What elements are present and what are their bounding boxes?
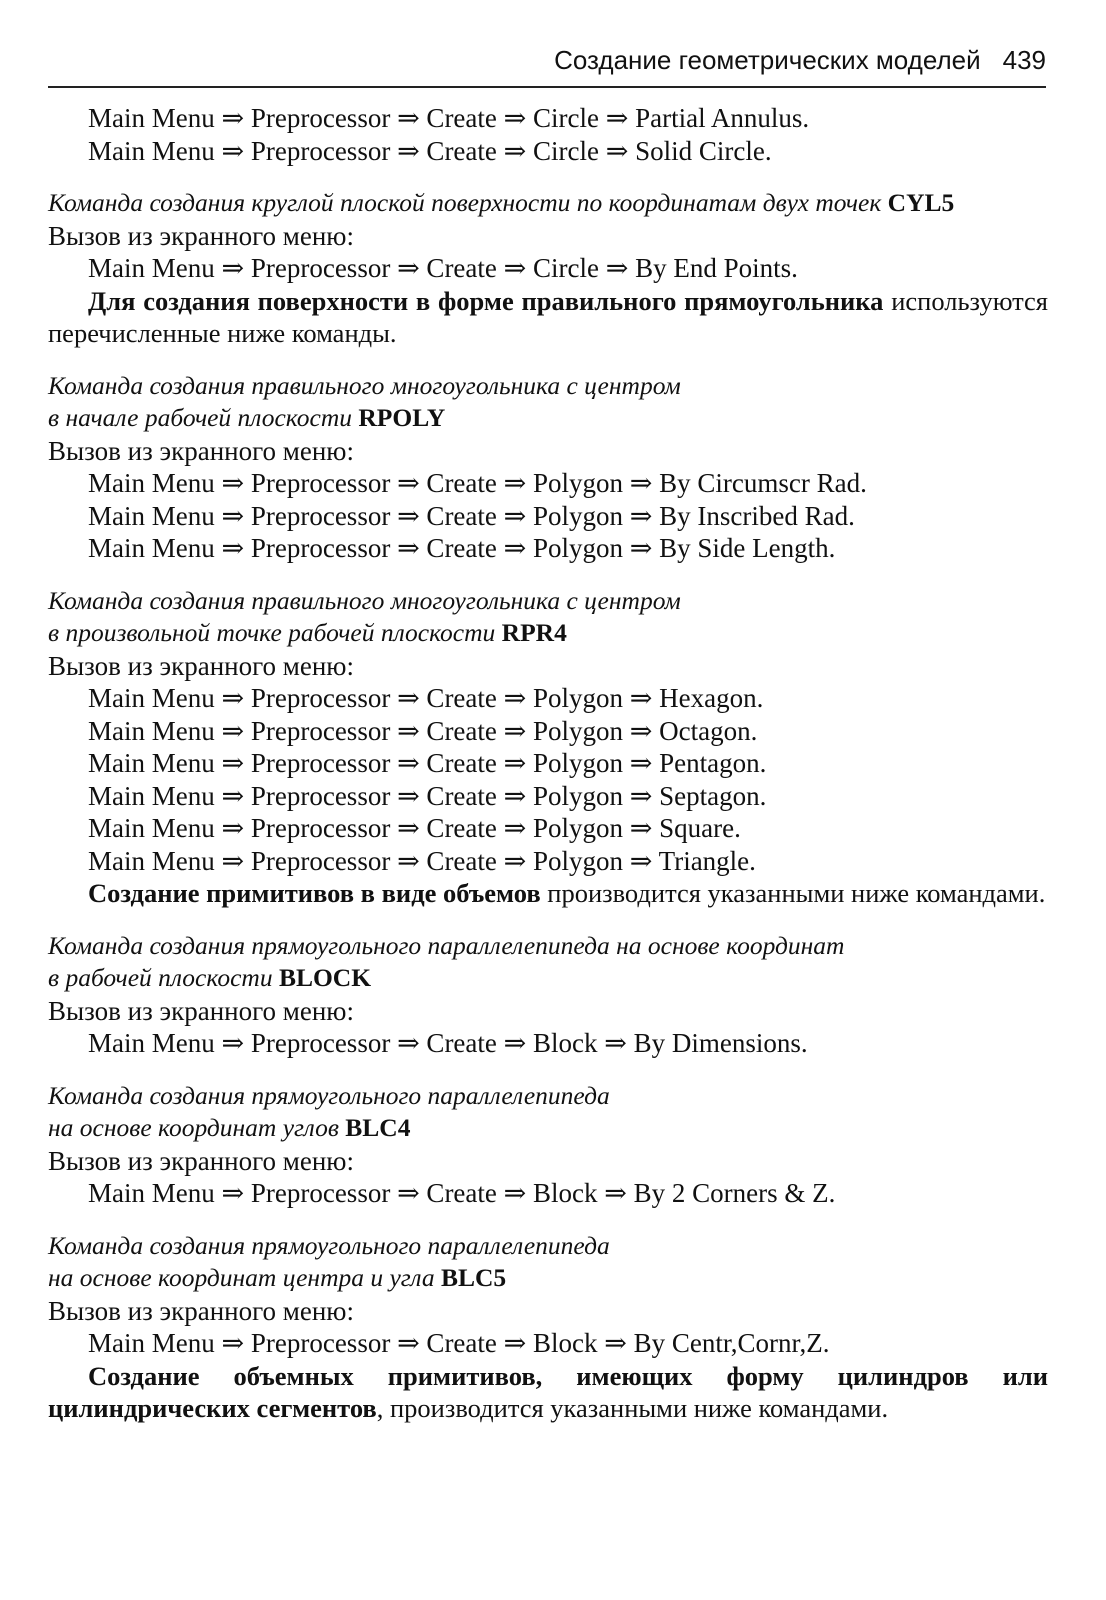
caption-text: в начале рабочей плоскости — [48, 403, 352, 432]
command-name: CYL5 — [887, 188, 955, 217]
command-caption: Команда создания правильного многоугольника с центром — [48, 370, 681, 400]
command-caption: Команда создания прямоугольного параллелепипеда на основе координат — [48, 930, 845, 960]
caption-text: в рабочей плоскости — [48, 963, 273, 992]
call-label: Вызов из экранного меню: — [48, 1145, 354, 1176]
paragraph — [48, 1360, 1048, 1425]
running-header — [48, 38, 1046, 88]
command-caption: Команда создания правильного многоугольника с центром — [48, 585, 681, 615]
menu-path: Main Menu ⇒ Preprocessor ⇒ Create ⇒ Circle ⇒ Partial Annulus. — [88, 103, 810, 133]
command-name: BLC5 — [440, 1263, 507, 1292]
command-name: BLC4 — [345, 1113, 411, 1142]
menu-path: Main Menu ⇒ Preprocessor ⇒ Create ⇒ Circle ⇒ Solid Circle. — [88, 135, 772, 166]
command-caption — [48, 1112, 1048, 1145]
paragraph — [48, 877, 1048, 910]
command-caption: Команда создания прямоугольного параллелепипеда — [48, 1080, 610, 1110]
call-label: Вызов из экранного меню: — [48, 220, 354, 251]
command-caption — [48, 962, 1048, 995]
menu-path: Main Menu ⇒ Preprocessor ⇒ Create ⇒ Circle ⇒ By End Points. — [88, 253, 798, 283]
page-content — [48, 102, 1048, 1425]
command-name: RPOLY — [358, 403, 446, 432]
command-name: BLOCK — [278, 963, 372, 992]
menu-path: Main Menu ⇒ Preprocessor ⇒ Create ⇒ Block ⇒ By Dimensions. — [88, 1028, 808, 1058]
call-label: Вызов из экранного меню: — [48, 650, 354, 681]
call-label: Вызов из экранного меню: — [48, 995, 354, 1026]
menu-path: Main Menu ⇒ Preprocessor ⇒ Create ⇒ Block ⇒ By Centr,Cornr,Z. — [88, 1328, 830, 1358]
menu-path: Main Menu ⇒ Preprocessor ⇒ Create ⇒ Block ⇒ By 2 Corners & Z. — [88, 1178, 836, 1208]
paragraph-bold: Создание объемных примитивов, имеющих форму цилиндров или цилиндрических сегментов — [48, 1360, 1048, 1423]
paragraph — [48, 285, 1048, 350]
call-label: Вызов из экранного меню: — [48, 435, 354, 466]
caption-text: на основе координат углов — [48, 1113, 339, 1142]
menu-path: Main Menu ⇒ Preprocessor ⇒ Create ⇒ Polygon ⇒ Octagon. — [88, 715, 758, 746]
header-title: Создание геометрических моделей — [554, 45, 981, 75]
caption-text: Команда создания круглой плоской поверхности по координатам двух точек — [48, 188, 882, 217]
menu-path: Main Menu ⇒ Preprocessor ⇒ Create ⇒ Polygon ⇒ By Circumscr Rad. — [88, 468, 867, 498]
paragraph-bold: Для создания поверхности в форме правильного прямоугольника — [88, 285, 884, 316]
menu-path: Main Menu ⇒ Preprocessor ⇒ Create ⇒ Polygon ⇒ Septagon. — [88, 780, 767, 811]
menu-path: Main Menu ⇒ Preprocessor ⇒ Create ⇒ Polygon ⇒ Hexagon. — [88, 683, 764, 713]
command-caption — [48, 187, 1048, 220]
paragraph-text: используются перечисленные ниже команды. — [48, 285, 1048, 348]
command-name: RPR4 — [501, 618, 567, 647]
paragraph-text: производится указанными ниже командами. — [540, 878, 1046, 908]
page-number: 439 — [1002, 45, 1046, 75]
command-caption — [48, 617, 1048, 650]
caption-text: на основе координат центра и угла — [48, 1263, 435, 1292]
command-caption — [48, 1262, 1048, 1295]
call-label: Вызов из экранного меню: — [48, 1295, 354, 1326]
caption-text: в произвольной точке рабочей плоскости — [48, 618, 496, 647]
paragraph-bold: Создание примитивов в виде объемов — [88, 878, 541, 908]
command-caption: Команда создания прямоугольного параллелепипеда — [48, 1230, 610, 1260]
menu-path: Main Menu ⇒ Preprocessor ⇒ Create ⇒ Polygon ⇒ By Inscribed Rad. — [88, 500, 855, 531]
paragraph-text: , производится указанными ниже командами. — [376, 1393, 889, 1423]
menu-path: Main Menu ⇒ Preprocessor ⇒ Create ⇒ Polygon ⇒ By Side Length. — [88, 533, 836, 563]
command-caption — [48, 402, 1048, 435]
menu-path: Main Menu ⇒ Preprocessor ⇒ Create ⇒ Polygon ⇒ Triangle. — [88, 845, 756, 876]
menu-path: Main Menu ⇒ Preprocessor ⇒ Create ⇒ Polygon ⇒ Square. — [88, 813, 741, 843]
menu-path: Main Menu ⇒ Preprocessor ⇒ Create ⇒ Polygon ⇒ Pentagon. — [88, 748, 767, 778]
